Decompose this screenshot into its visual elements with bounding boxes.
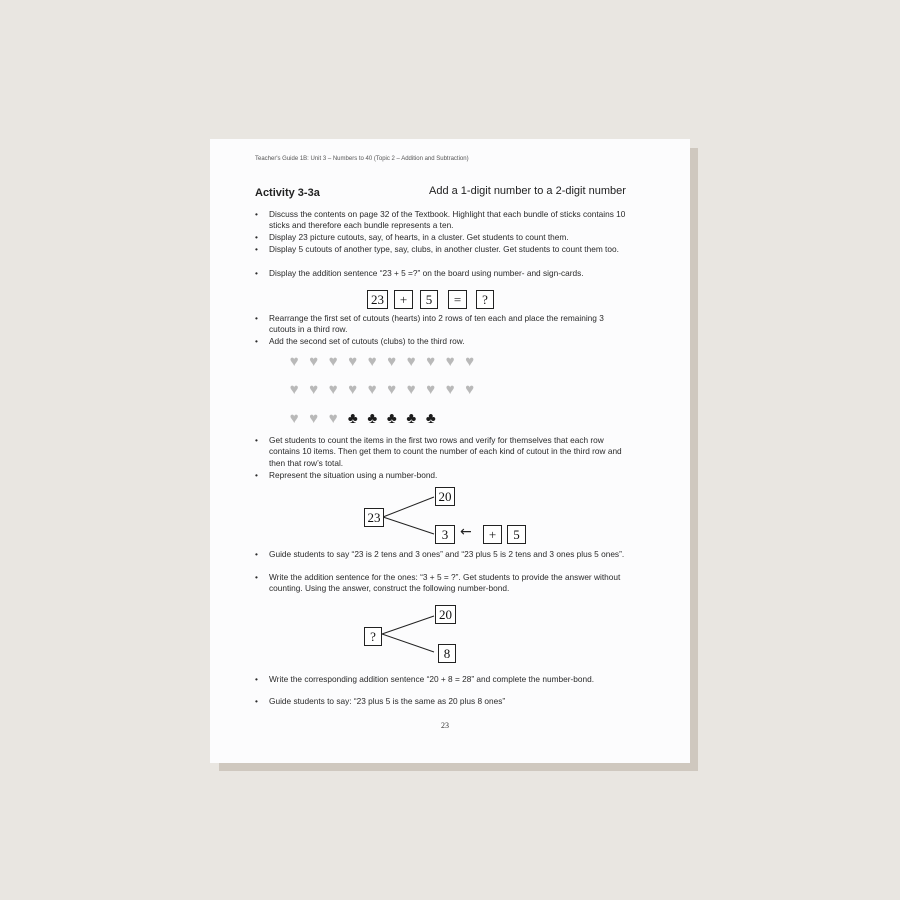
heart-icon: ♥ <box>387 353 398 370</box>
sign-card: + <box>394 290 413 309</box>
heart-icon: ♥ <box>309 353 320 370</box>
club-icon: ♣ <box>367 410 379 427</box>
activity-subtitle: Add a 1-digit number to a 2-digit number <box>429 185 626 197</box>
bond-line <box>382 634 434 652</box>
number-bond-lines <box>210 139 690 763</box>
bond-added-card: 5 <box>507 525 526 544</box>
sign-card: = <box>448 290 467 309</box>
bullet-dot: • <box>255 572 258 582</box>
bullet-text: Guide students to say “23 is 2 tens and 3 ones” and “23 plus 5 is 2 tens and 3 ones plus 5 ones”. <box>269 549 625 559</box>
bond-line <box>382 616 434 634</box>
bullet-dot: • <box>255 268 258 278</box>
question-card: ? <box>476 290 494 309</box>
bullet-text: Display 5 cutouts of another type, say, clubs, in another cluster. Get students to count them too. <box>269 244 619 254</box>
heart-icon: ♥ <box>426 353 437 370</box>
bullet-text: Display the addition sentence “23 + 5 =?” on the board using number- and sign-cards. <box>269 268 584 278</box>
bullet-dot: • <box>255 244 258 254</box>
number-card: 23 <box>367 290 388 309</box>
bullet-text: Write the addition sentence for the ones: “3 + 5 = ?”. Get students to provide the answer without counting. Using the answer, construct the following number-bond. <box>269 572 621 594</box>
heart-icon: ♥ <box>406 353 417 370</box>
bond-whole: 23 <box>364 508 384 527</box>
number-card: 5 <box>420 290 438 309</box>
heart-icon: ♥ <box>289 353 300 370</box>
bullet-dot: • <box>255 336 258 346</box>
heart-icon: ♥ <box>348 353 359 370</box>
club-icon: ♣ <box>406 410 418 427</box>
bullet-dot: • <box>255 674 258 684</box>
bullet-dot: • <box>255 470 258 480</box>
heart-icon: ♥ <box>367 353 378 370</box>
bond-whole: ? <box>364 627 382 646</box>
bullet-dot: • <box>255 313 258 323</box>
document-page <box>210 139 690 763</box>
heart-icon: ♥ <box>465 353 476 370</box>
heart-icon: ♥ <box>328 410 339 427</box>
heart-icon: ♥ <box>328 353 339 370</box>
bullet-item <box>255 549 630 560</box>
heart-icon: ♥ <box>426 381 437 398</box>
heart-icon: ♥ <box>406 381 417 398</box>
bullet-text: Display 23 picture cutouts, say, of hearts, in a cluster. Get students to count them. <box>269 232 569 242</box>
heart-icon: ♥ <box>445 353 456 370</box>
bullet-dot: • <box>255 232 258 242</box>
bond-line <box>383 497 434 517</box>
heart-icon: ♥ <box>445 381 456 398</box>
heart-icon: ♥ <box>465 381 476 398</box>
bullet-dot: • <box>255 435 258 445</box>
heart-icon: ♥ <box>367 381 378 398</box>
bond-part-ones: 8 <box>438 644 456 663</box>
heart-icon: ♥ <box>309 410 320 427</box>
club-icon: ♣ <box>347 410 359 427</box>
heart-icon: ♥ <box>348 381 359 398</box>
bond-plus-card: + <box>483 525 502 544</box>
heart-icon: ♥ <box>328 381 339 398</box>
bullet-text: Write the corresponding addition sentence “20 + 8 = 28” and complete the number-bond. <box>269 674 595 684</box>
bond-line <box>383 517 434 534</box>
bullet-item <box>255 572 630 595</box>
bullet-dot: • <box>255 696 258 706</box>
bond-part-tens: 20 <box>435 487 455 506</box>
left-arrow-icon: ← <box>460 524 472 540</box>
heart-icon: ♥ <box>289 410 300 427</box>
page-number: 23 <box>441 721 449 730</box>
club-icon: ♣ <box>386 410 398 427</box>
bullet-text: Discuss the contents on page 32 of the Textbook. Highlight that each bundle of sticks contains 10 sticks and therefore each bundle represents a ten. <box>269 209 626 231</box>
bullet-item <box>255 674 630 685</box>
bond-part-tens: 20 <box>435 605 456 624</box>
activity-title: Activity 3-3a <box>255 187 320 199</box>
bullet-text: Represent the situation using a number-bond. <box>269 470 438 480</box>
heart-icon: ♥ <box>309 381 320 398</box>
bullet-text: Guide students to say: “23 plus 5 is the same as 20 plus 8 ones” <box>269 696 506 706</box>
bullet-item <box>255 696 630 707</box>
heart-icon: ♥ <box>387 381 398 398</box>
bullet-dot: • <box>255 549 258 559</box>
bond-part-ones: 3 <box>435 525 455 544</box>
bullet-dot: • <box>255 209 258 219</box>
bullet-text: Add the second set of cutouts (clubs) to the third row. <box>269 336 465 346</box>
running-header: Teacher's Guide 1B: Unit 3 – Numbers to 40 (Topic 2 – Addition and Subtraction) <box>255 156 469 162</box>
bullet-text: Get students to count the items in the first two rows and verify for themselves that each row contains 10 items. Then get them to count the number of each kind of cutout in the third row and then that row’s total. <box>269 435 622 468</box>
club-icon: ♣ <box>425 410 437 427</box>
heart-icon: ♥ <box>289 381 300 398</box>
bullet-text: Rearrange the first set of cutouts (hearts) into 2 rows of ten each and place the remaining 3 cutouts in a third row. <box>269 313 604 335</box>
